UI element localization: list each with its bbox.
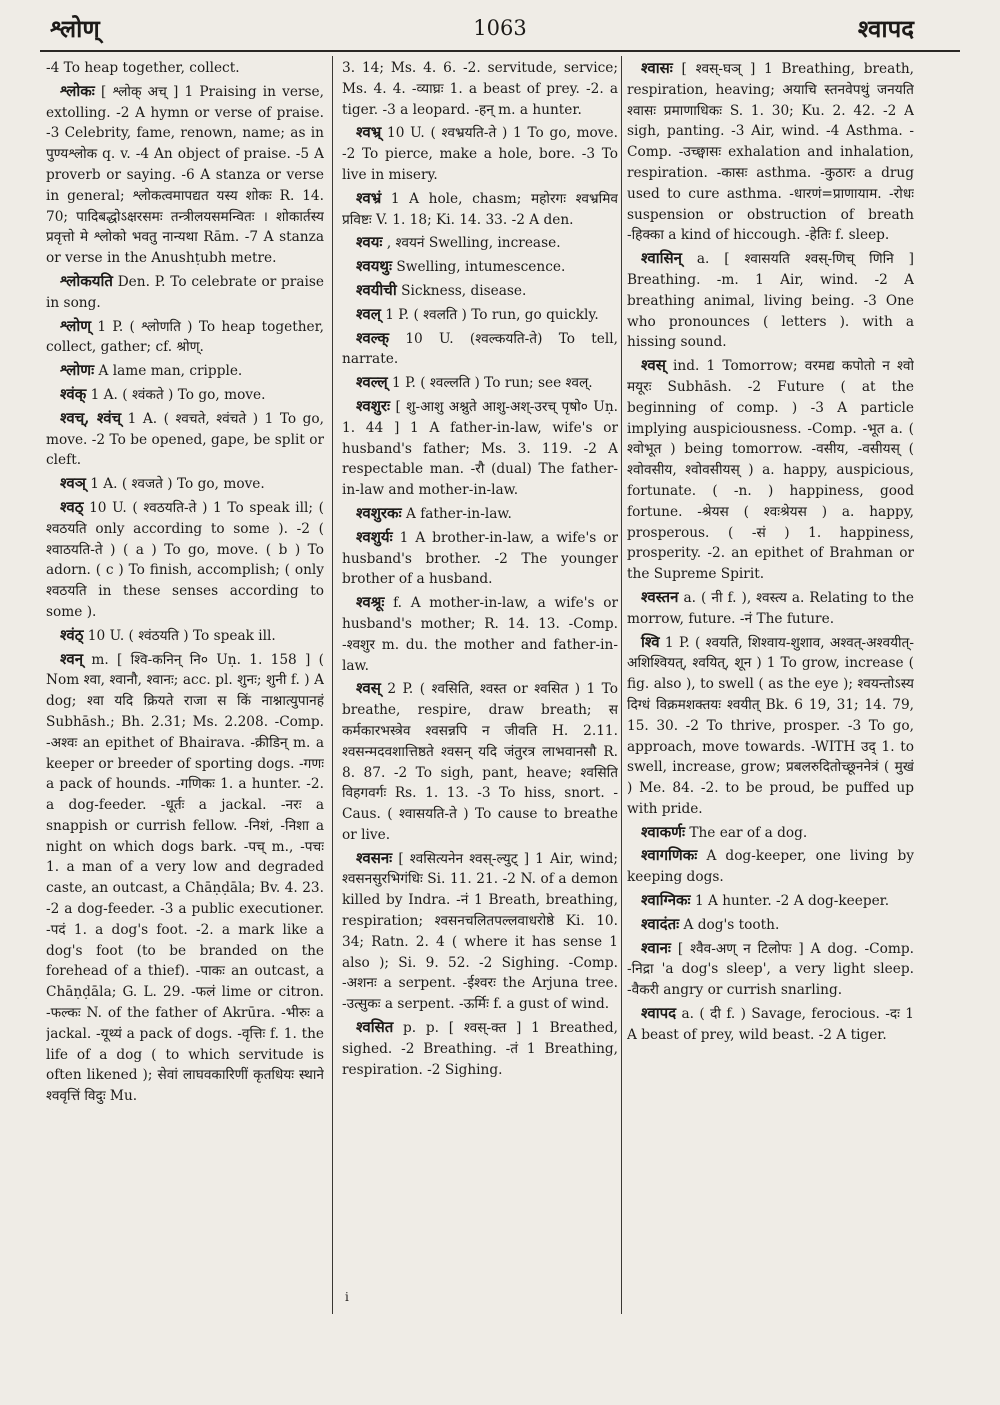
dictionary-entry [627,587,914,630]
column-divider-1 [332,56,333,1314]
entry-text: 10 U. (श्वल्कयति-ते) To tell, narrate. [342,330,618,368]
dictionary-entry [342,188,618,231]
entry-headword: श्लोणः [60,361,95,380]
entry-headword: श्वश्रूः [356,593,385,612]
column-divider-2 [621,56,622,1314]
entry-text: A lame man, cripple. [98,363,243,380]
entry-text: Den. P. To celebrate or praise in song. [46,273,324,311]
dictionary-entry [46,360,324,382]
dictionary-entry [627,248,914,353]
entry-text: [ श्वस्-घञ् ] 1 Breathing, breath, respiration, heaving; अयाचि स्तनवेपथुं जनयति श्वासः प्रमाणाधिकः S. 1. 30; Ku. 2. 42. -2 A sigh, panting. -3 Air, wind. -4 Asthma. -Comp. -उच्छ्वासः exhalation and inhalation, respiration. -कासः asthma. -कुठारः a drug used to cure asthma. -धारणं=प्राणायाम. -रोधः suspension or obstruction of breath -हिक्का a kind of hiccough. -हेतिः f. sleep. [627,61,914,244]
entry-headword: श्वादंतः [641,914,680,933]
entry-text: 1 A. ( श्वंकते ) To go, move. [90,386,266,403]
entry-text: 1 A. ( श्वचते, श्वंचते ) 1 To go, move. -2 To be opened, gape, be split or cleft. [46,410,324,469]
dictionary-entry [342,58,618,120]
entry-headword: श्वल्क् [356,328,390,347]
entry-text: ind. 1 Tomorrow; वरमद्य कपोतो न श्वो मयूरः Subhāsh. -2 Future ( at the beginning of comp. ) -3 A particle implying auspiciousness. -Comp. -भूत a. ( श्वोभूत ) being tomorrow. -वसीय, -वसीयस् ( श्वोवसीय, श्वोवसीयस् ) a. happy, auspicious, fortunate. ( -n. ) happiness, good fortune. -श्रेयस ( श्वःश्रेयस ) a. happy, prosperous. ( -सं ) 1. happiness, prosperity. -2. an epithet of Brahman or the Supreme Spirit. [627,358,914,583]
page-header [40,8,960,48]
dictionary-entry [46,473,324,495]
entry-text: Sickness, disease. [401,282,527,299]
dictionary-entry [627,845,914,888]
entry-headword: श्वस् [356,679,381,698]
entry-headword: श्वसित [356,1018,394,1037]
entry-headword: श्वठ् [60,497,84,516]
entry-text: 10 U. ( श्वभ्रयति-ते ) 1 To go, move. -2 To pierce, make a hole, bore. -3 To live in misery. [342,125,618,183]
dictionary-entry [342,372,618,394]
entry-text: a. [ श्वासयति श्वस्-णिच् णिनि ] Breathing. -m. 1 Air, wind. -2 A breathing animal, living being. -3 One who pronounces ( letters ). with a hissing sound. [627,251,914,351]
entry-text: m. [ श्वि-कनिन् नि० Uṇ. 1. 158 ] ( Nom श्वा, श्वानौ, श्वानः; acc. pl. शुनः; शुनी f. ) A dog; श्वा यदि क्रियते राजा स किं नाश्नात्युपानहं Subhāsh.; Bh. 2.31; Ms. 2.208. -Comp. -अश्वः an epithet of Bhairava. -क्रीडिन् m. a keeper or breeder of sporting dogs. -गणः a pack of hounds. -गणिकः 1. a hunter. -2. a dog-feeder. -धूर्तः a jackal. -नरः a snappish or currish fellow. -निशं, -निशा a night on which dogs bark. -पच् m., -पचः 1. a man of a very low and degraded caste, an outcast, a Chāṇḍāla; Bv. 4. 23. -2 a dog-feeder. -3 a public executioner. -पदं 1. a dog's foot. -2. a mark like a dog's foot (to be branded on the forehead of a thief). -पाकः an outcast, a Chāṇḍāla; G. L. 29. -फलं lime or citron. -फल्कः N. of the father of Akrūra. -भीरुः a jackal. -यूथ्यं a pack of dogs. -वृत्तिः f. 1. the life of a dog ( to which servitude is often likened ); सेवां लाघवकारिणीं कृतधियः स्थाने श्ववृत्तिं विदुः Mu. [46,651,324,1105]
entry-text: Swelling, intumescence. [396,259,566,276]
dictionary-entry [342,396,618,501]
dictionary-entry [46,316,324,359]
entry-text: a. ( नी f. ), श्वस्त्य a. Relating to the morrow, future. -नं The future. [627,589,914,627]
entry-headword: श्वासः [641,59,673,77]
dictionary-entry [627,890,914,912]
entry-headword: श्वाग्निकः [641,891,691,910]
entry-text: 1 A hunter. -2 A dog-keeper. [694,893,890,910]
entry-text: A dog's tooth. [683,916,780,933]
column-1 [46,58,324,1308]
dictionary-entry [46,625,324,647]
dictionary-entry [342,328,618,371]
entry-text: 10 U. ( श्वठयति-ते ) 1 To speak ill; ( श्वठयति only according to some ). -2 ( श्वाठयति-ते ) ( a ) To go, move. ( b ) To adorn. ( c ) To finish, accomplish; ( only श्वठयति in these senses according to some ). [46,499,324,620]
entry-text: The ear of a dog. [689,824,808,841]
entry-headword: श्वन् [60,649,84,668]
entry-text: 1 A. ( श्वजते ) To go, move. [90,476,265,493]
entry-text: 1 P. ( श्वयति, शिश्वाय-शुशाव, अश्वत्-अश्वयीत्-अशिश्वियत्, श्वयित्, शून ) 1 To grow, increase ( fig. also ), to swell ( as the eye ); श्वयन्तोऽस्य दिग्धं विक्रमशक्तयः श्वयीत् Bk. 6 19, 31; 14. 79, 15. 30. -2 To thrive, prosper. -3 To go, approach, move towards. -WITH उद् 1. to swell, increase, grow; प्रबलरुदितोच्छूननेत्रं ( मुखं ) Me. 84. -2. to be proud, be puffed up with pride. [627,634,914,817]
entry-headword: श्वशुरः [356,396,391,415]
dictionary-entry [46,271,324,314]
dictionary-entry [46,649,324,1108]
header-rule [40,50,960,52]
entry-text: [ श्लोक् अच् ] 1 Praising in verse, extolling. -2 A hymn or verse of praise. -3 Celebrity, fame, renown, name; as in पुण्यश्लोक q. v. -4 An object of praise. -5 A proverb or saying. -6 A stanza or verse in general; श्लोकत्वमापद्यत यस्य शोकः R. 14. 70; पादिबद्धोऽक्षरसमः तन्त्रीलयसमन्वितः । शोकार्तस्य प्रवृत्तो मे श्लोको भवतु नान्यथा Rām. -7 A stanza or verse in the Anushṭubh metre. [46,83,324,267]
entry-headword: श्वयीची [356,280,397,299]
dictionary-entry [627,632,914,820]
dictionary-entry [46,408,324,471]
dictionary-entry [342,527,618,590]
page-number: 1063 [473,16,527,40]
dictionary-entry [627,355,914,585]
dictionary-entry [342,503,618,525]
dictionary-entry [342,232,618,254]
dictionary-entry [342,280,618,302]
entry-text: 1 A brother-in-law, a wife's or husband's brother. -2 The younger brother of a husband. [342,529,618,588]
entry-headword: श्वासिन् [641,249,682,268]
entry-headword: श्वयः [356,233,383,252]
footer-mark: i [345,1290,349,1304]
dictionary-entry [342,1017,618,1080]
dictionary-entry [342,848,618,1015]
header-left-word: श्लोण् [50,14,100,43]
dictionary-entry [46,497,324,623]
entry-text: [ शु-आशु अश्नुते आशु-अश्-उरच् पृषो० Uṇ. 1. 44 ] 1 A father-in-law, wife's or husband's father; Ms. 3. 119. -2 A respectable man. -रौ (dual) The father-in-law and mother-in-law. [342,398,618,499]
entry-headword: श्वल् [356,304,381,323]
entry-headword: श्वंठ् [60,625,84,644]
entry-headword: श्वस् [641,356,666,375]
entry-text: [ श्वसित्यनेन श्वस्-ल्युट् ] 1 Air, wind; श्वसनसुरभिगंधिः Si. 11. 21. -2 N. of a demon killed by Indra. -नं 1 Breath, breathing, respiration; श्वसनचलितपल्लवाधरोष्ठे Ki. 10. 34; Ratn. 2. 4 ( where it has sense 1 also ); Si. 9. 52. -2 Sighing. -Comp. -अशनः a serpent. -ईश्वरः the Arjuna tree. -उत्सुकः a serpent. -ऊर्मिः f. a gust of wind. [342,850,618,1013]
dictionary-entry [627,938,914,1001]
entry-headword: श्वभ्रं [356,188,382,207]
entry-text: a. ( दी f. ) Savage, ferocious. -दः 1 A beast of prey, wild beast. -2 A tiger. [627,1006,914,1043]
entry-headword: श्लोकयति [60,271,113,290]
dictionary-entry [342,678,618,845]
dictionary-entry [46,58,324,79]
dictionary-entry [342,122,618,185]
dictionary-entry [627,822,914,844]
entry-text: 1 P. ( श्वल्लति ) To run; see श्वल्. [392,375,593,392]
entry-text: , श्वयनं Swelling, increase. [386,235,561,252]
entry-headword: श्वसनः [356,848,393,867]
entry-headword: श्वल्ल् [356,373,388,392]
entry-headword: श्वशुरकः [356,503,402,522]
entry-headword: श्वाकर्णः [641,822,685,841]
entry-text: 1 A hole, chasm; महोरगः श्वभ्रमिव प्रविष्टः V. 1. 18; Ki. 14. 33. -2 A den. [342,190,618,228]
entry-text: 1 P. ( श्वलति ) To run, go quickly. [385,306,599,323]
entry-headword: श्वागणिकः [641,846,698,865]
entry-text: f. A mother-in-law, a wife's or husband's mother; R. 14. 13. -Comp. -श्वशुर m. du. the mother and father-in-law. [342,595,618,674]
entry-headword: श्वभ्र् [356,123,382,142]
entry-text: 10 U. ( श्वंठयति ) To speak ill. [87,627,276,644]
entry-text: p. p. [ श्वस्-क्त ] 1 Breathed, sighed. -2 Breathing. -तं 1 Breathing, respiration. -2 Sighing. [342,1020,618,1078]
entry-headword: श्वयथुः [356,257,393,276]
entry-headword: श्वानः [641,938,671,957]
entry-text: [ श्वैव-अण् न टिलोपः ] A dog. -Comp. -निद्रा 'a dog's sleep', a very light sleep. -वैकरी angry or currish snarling. [627,940,914,999]
dictionary-entry [46,384,324,406]
header-right-word: श्वापद [857,14,914,43]
column-2 [342,58,618,1308]
dictionary-entry [342,256,618,278]
column-3 [627,58,914,1308]
entry-text: 1 P. ( श्लोणति ) To heap together, collect, gather; cf. श्रोण्. [46,318,324,356]
entry-headword: श्लोण् [60,316,92,335]
entry-text: 3. 14; Ms. 4. 6. -2. servitude, service; Ms. 4. 4. -व्याघ्रः 1. a beast of prey. -2. a tiger. -3 a leopard. -हन् m. a hunter. [342,60,618,118]
entry-headword: श्वंक् [60,384,87,403]
entry-text: 2 P. ( श्वसिति, श्वस्त or श्वसित ) 1 To breathe, respire, draw breath; स कर्मकारभस्त्रेव श्वसन्नपि न जीवति H. 2.11. श्वसन्मदवशात्तिष्ठते श्वसन् यदि जंतुरत्र लाभवानसौ R. 8. 87. -2 To sigh, pant, heave; श्वसिति विहगवर्गः Rs. 1. 13. -3 To hiss, snort. -Caus. ( श्वासयति-ते ) To cause to breathe or live. [342,681,618,843]
entry-headword: श्वि [641,632,660,651]
entry-headword: श्वशुर्यः [356,527,393,546]
entry-headword: श्लोकः [60,81,95,100]
entry-headword: श्वञ् [60,474,86,493]
dictionary-entry [627,914,914,936]
dictionary-entry [342,304,618,326]
entry-headword: श्वस्तन [641,587,679,606]
entry-headword: श्वापद [641,1004,677,1023]
entry-text: A dog-keeper, one living by keeping dogs. [627,848,914,886]
entry-headword: श्वच्, श्वंच् [60,408,122,427]
dictionary-entry [627,58,914,246]
dictionary-entry [342,592,618,676]
entry-text: -4 To heap together, collect. [46,60,240,76]
dictionary-entry [627,1003,914,1046]
entry-text: A father-in-law. [405,505,512,522]
dictionary-entry [46,81,324,269]
